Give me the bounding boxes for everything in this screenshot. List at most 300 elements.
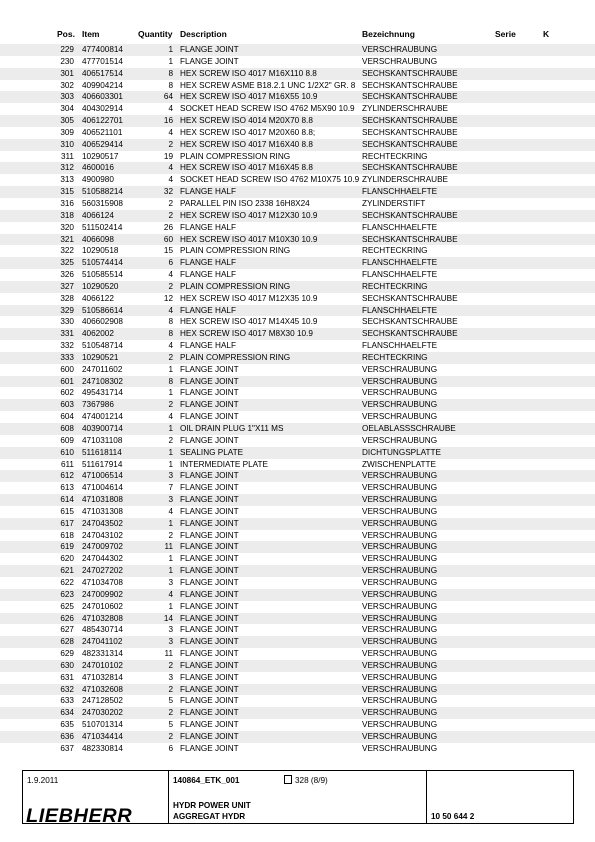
cell-item: 477400814 xyxy=(82,45,123,54)
cell-quantity: 11 xyxy=(164,649,173,659)
cell-description: SEALING PLATE xyxy=(180,447,244,457)
cell-item: 247009702 xyxy=(82,542,123,552)
cell-description: FLANGE JOINT xyxy=(180,530,239,540)
cell-description: FLANGE JOINT xyxy=(180,589,239,599)
cell-description: FLANGE JOINT xyxy=(180,601,239,611)
cell-pos: 604 xyxy=(60,412,74,422)
cell-pos: 614 xyxy=(60,495,74,505)
cell-item: 406517514 xyxy=(82,68,123,78)
table-row xyxy=(0,80,595,92)
cell-pos: 311 xyxy=(60,151,74,161)
cell-pos: 310 xyxy=(60,139,74,149)
cell-description: FLANGE JOINT xyxy=(180,412,239,422)
cell-quantity: 4 xyxy=(168,175,173,185)
cell-bezeichnung: VERSCHRAUBUNG xyxy=(362,625,438,635)
cell-description: INTERMEDIATE PLATE xyxy=(180,459,268,469)
cell-bezeichnung: VERSCHRAUBUNG xyxy=(362,601,438,611)
header-k: K xyxy=(543,29,550,39)
cell-description: FLANGE JOINT xyxy=(180,506,239,516)
cell-description: PLAIN COMPRESSION RING xyxy=(180,246,291,256)
cell-item: 510548714 xyxy=(82,341,123,351)
cell-description: FLANGE JOINT xyxy=(180,471,239,481)
cell-pos: 301 xyxy=(60,68,74,78)
cell-pos: 636 xyxy=(60,731,74,741)
cell-bezeichnung: VERSCHRAUBUNG xyxy=(362,506,438,516)
cell-quantity: 4 xyxy=(168,305,173,315)
cell-bezeichnung: VERSCHRAUBUNG xyxy=(362,518,438,528)
table-row xyxy=(0,684,595,696)
cell-item: 471032808 xyxy=(82,613,123,623)
cell-quantity: 12 xyxy=(163,293,173,303)
cell-item: 247011602 xyxy=(82,364,123,374)
table-row xyxy=(0,186,595,198)
cell-quantity: 19 xyxy=(163,151,173,161)
cell-quantity: 14 xyxy=(163,613,173,623)
cell-bezeichnung: SECHSKANTSCHRAUBE xyxy=(362,80,458,90)
footer-number: 10 50 644 2 xyxy=(431,812,475,821)
cell-quantity: 2 xyxy=(168,660,173,670)
table-row xyxy=(0,447,595,459)
cell-quantity: 2 xyxy=(168,530,173,540)
cell-bezeichnung: VERSCHRAUBUNG xyxy=(362,483,438,493)
cell-quantity: 6 xyxy=(168,743,173,753)
cell-item: 403900714 xyxy=(82,424,123,433)
cell-item: 10290518 xyxy=(82,246,119,256)
parts-table xyxy=(0,44,595,755)
cell-pos: 621 xyxy=(60,566,74,576)
cell-pos: 230 xyxy=(60,56,74,66)
table-row xyxy=(0,68,595,80)
cell-quantity: 8 xyxy=(168,317,173,327)
cell-description: FLANGE JOINT xyxy=(180,731,239,741)
cell-pos: 619 xyxy=(60,542,74,552)
cell-pos: 628 xyxy=(60,637,74,647)
cell-description: SOCKET HEAD SCREW ISO 4762 M5X90 10.9 xyxy=(180,104,355,114)
cell-pos: 631 xyxy=(60,672,74,682)
cell-description: FLANGE HALF xyxy=(180,222,236,232)
cell-item: 7367986 xyxy=(82,400,114,410)
cell-description: FLANGE JOINT xyxy=(180,720,239,730)
table-row xyxy=(0,435,595,447)
cell-quantity: 60 xyxy=(163,234,173,244)
cell-item: 471031308 xyxy=(82,506,123,516)
cell-item: 471032814 xyxy=(82,672,123,682)
cell-quantity: 16 xyxy=(163,116,173,126)
cell-pos: 313 xyxy=(60,175,74,185)
footer-box xyxy=(22,770,574,827)
cell-bezeichnung: SECHSKANTSCHRAUBE xyxy=(362,329,458,339)
cell-description: FLANGE JOINT xyxy=(180,45,239,54)
cell-bezeichnung: SECHSKANTSCHRAUBE xyxy=(362,92,458,102)
cell-quantity: 8 xyxy=(168,80,173,90)
cell-quantity: 1 xyxy=(168,518,173,528)
cell-item: 247009902 xyxy=(82,589,123,599)
cell-pos: 617 xyxy=(60,518,74,528)
table-row xyxy=(0,257,595,269)
cell-item: 482331314 xyxy=(82,649,123,659)
cell-description: FLANGE JOINT xyxy=(180,400,239,410)
cell-description: FLANGE JOINT xyxy=(180,613,239,623)
cell-bezeichnung: VERSCHRAUBUNG xyxy=(362,435,438,445)
cell-quantity: 4 xyxy=(168,589,173,599)
cell-item: 471006514 xyxy=(82,471,123,481)
cell-bezeichnung: SECHSKANTSCHRAUBE xyxy=(362,210,458,220)
cell-quantity: 3 xyxy=(168,471,173,481)
cell-quantity: 1 xyxy=(168,554,173,564)
table-row xyxy=(0,541,595,553)
cell-quantity: 1 xyxy=(168,388,173,398)
cell-item: 10290517 xyxy=(82,151,119,161)
cell-bezeichnung: VERSCHRAUBUNG xyxy=(362,696,438,706)
cell-quantity: 5 xyxy=(168,696,173,706)
cell-bezeichnung: VERSCHRAUBUNG xyxy=(362,660,438,670)
cell-item: 247108302 xyxy=(82,376,123,386)
table-row xyxy=(0,305,595,317)
cell-pos: 623 xyxy=(60,589,74,599)
cell-pos: 622 xyxy=(60,577,74,587)
table-row xyxy=(0,376,595,388)
cell-description: HEX SCREW ISO 4017 M8X30 10.9 xyxy=(180,329,313,339)
cell-pos: 322 xyxy=(60,246,74,256)
cell-item: 247010602 xyxy=(82,601,123,611)
cell-bezeichnung: FLANSCHHAELFTE xyxy=(362,187,438,197)
cell-pos: 615 xyxy=(60,506,74,516)
table-header xyxy=(0,29,595,41)
cell-item: 477701514 xyxy=(82,56,123,66)
cell-quantity: 8 xyxy=(168,68,173,78)
cell-description: HEX SCREW ISO 4014 M20X70 8.8 xyxy=(180,116,313,126)
cell-pos: 600 xyxy=(60,364,74,374)
cell-description: FLANGE JOINT xyxy=(180,376,239,386)
cell-description: FLANGE JOINT xyxy=(180,388,239,398)
table-row xyxy=(0,577,595,589)
cell-quantity: 2 xyxy=(168,684,173,694)
cell-item: 4066122 xyxy=(82,293,114,303)
header-pos: Pos. xyxy=(57,29,75,39)
header-description: Description xyxy=(180,29,227,39)
cell-quantity: 64 xyxy=(163,92,173,102)
table-row xyxy=(0,139,595,151)
cell-item: 404302914 xyxy=(82,104,123,114)
cell-description: FLANGE JOINT xyxy=(180,56,239,66)
cell-description: PLAIN COMPRESSION RING xyxy=(180,281,291,291)
cell-pos: 325 xyxy=(60,258,74,268)
table-row xyxy=(0,482,595,494)
cell-quantity: 8 xyxy=(168,376,173,386)
cell-bezeichnung: VERSCHRAUBUNG xyxy=(362,731,438,741)
table-row xyxy=(0,719,595,731)
cell-bezeichnung: VERSCHRAUBUNG xyxy=(362,495,438,505)
table-row xyxy=(0,162,595,174)
table-row xyxy=(0,44,595,56)
table-row xyxy=(0,281,595,293)
cell-pos: 626 xyxy=(60,613,74,623)
cell-item: 510574414 xyxy=(82,258,123,268)
table-row xyxy=(0,530,595,542)
cell-bezeichnung: VERSCHRAUBUNG xyxy=(362,45,438,54)
cell-bezeichnung: SECHSKANTSCHRAUBE xyxy=(362,293,458,303)
cell-item: 247128502 xyxy=(82,696,123,706)
cell-item: 247010102 xyxy=(82,660,123,670)
table-row xyxy=(0,695,595,707)
table-row xyxy=(0,245,595,257)
cell-description: FLANGE JOINT xyxy=(180,684,239,694)
cell-quantity: 2 xyxy=(168,210,173,220)
cell-bezeichnung: VERSCHRAUBUNG xyxy=(362,471,438,481)
cell-quantity: 1 xyxy=(168,459,173,469)
cell-pos: 627 xyxy=(60,625,74,635)
cell-quantity: 2 xyxy=(168,400,173,410)
cell-description: HEX SCREW ISO 4017 M12X30 10.9 xyxy=(180,210,318,220)
cell-pos: 333 xyxy=(60,352,74,362)
cell-description: PLAIN COMPRESSION RING xyxy=(180,151,291,161)
cell-pos: 330 xyxy=(60,317,74,327)
cell-item: 510588214 xyxy=(82,187,123,197)
cell-pos: 318 xyxy=(60,210,74,220)
cell-item: 4066098 xyxy=(82,234,114,244)
cell-quantity: 1 xyxy=(168,447,173,457)
cell-item: 471031808 xyxy=(82,495,123,505)
cell-pos: 612 xyxy=(60,471,74,481)
cell-description: FLANGE JOINT xyxy=(180,542,239,552)
cell-quantity: 1 xyxy=(168,364,173,374)
cell-quantity: 1 xyxy=(168,56,173,66)
cell-pos: 312 xyxy=(60,163,74,173)
cell-bezeichnung: VERSCHRAUBUNG xyxy=(362,637,438,647)
table-row xyxy=(0,364,595,376)
cell-description: HEX SCREW ISO 4017 M12X35 10.9 xyxy=(180,293,318,303)
cell-pos: 331 xyxy=(60,329,74,339)
cell-item: 495431714 xyxy=(82,388,123,398)
cell-description: FLANGE JOINT xyxy=(180,483,239,493)
cell-bezeichnung: FLANSCHHAELFTE xyxy=(362,258,438,268)
cell-pos: 326 xyxy=(60,270,74,280)
cell-description: PARALLEL PIN ISO 2338 16H8X24 xyxy=(180,198,310,208)
cell-pos: 618 xyxy=(60,530,74,540)
cell-description: FLANGE JOINT xyxy=(180,554,239,564)
cell-item: 10290520 xyxy=(82,281,119,291)
cell-description: FLANGE JOINT xyxy=(180,672,239,682)
cell-bezeichnung: VERSCHRAUBUNG xyxy=(362,364,438,374)
table-row xyxy=(0,352,595,364)
footer-title-de: AGGREGAT HYDR xyxy=(173,812,246,821)
cell-item: 406122701 xyxy=(82,116,123,126)
table-row xyxy=(0,127,595,139)
cell-bezeichnung: SECHSKANTSCHRAUBE xyxy=(362,317,458,327)
footer-title-en: HYDR POWER UNIT xyxy=(173,801,251,810)
table-row xyxy=(0,174,595,186)
cell-pos: 625 xyxy=(60,601,74,611)
cell-pos: 608 xyxy=(60,424,74,433)
cell-item: 511617914 xyxy=(82,459,123,469)
cell-description: HEX SCREW ISO 4017 M16X45 8.8 xyxy=(180,163,313,173)
cell-item: 247027202 xyxy=(82,566,123,576)
table-row xyxy=(0,506,595,518)
cell-bezeichnung: FLANSCHHAELFTE xyxy=(362,305,438,315)
cell-pos: 603 xyxy=(60,400,74,410)
cell-bezeichnung: VERSCHRAUBUNG xyxy=(362,720,438,730)
cell-bezeichnung: VERSCHRAUBUNG xyxy=(362,672,438,682)
cell-bezeichnung: VERSCHRAUBUNG xyxy=(362,589,438,599)
cell-description: HEX SCREW ISO 4017 M16X40 8.8 xyxy=(180,139,313,149)
cell-description: FLANGE HALF xyxy=(180,258,236,268)
cell-pos: 329 xyxy=(60,305,74,315)
cell-description: HEX SCREW ISO 4017 M20X60 8.8; xyxy=(180,127,316,137)
cell-quantity: 5 xyxy=(168,720,173,730)
cell-item: 247043102 xyxy=(82,530,123,540)
cell-pos: 320 xyxy=(60,222,74,232)
cell-quantity: 1 xyxy=(168,601,173,611)
cell-item: 510701314 xyxy=(82,720,123,730)
cell-description: HEX SCREW ISO 4017 M16X110 8.8 xyxy=(180,68,317,78)
cell-quantity: 2 xyxy=(168,198,173,208)
cell-bezeichnung: VERSCHRAUBUNG xyxy=(362,388,438,398)
cell-bezeichnung: VERSCHRAUBUNG xyxy=(362,376,438,386)
cell-quantity: 4 xyxy=(168,127,173,137)
cell-pos: 629 xyxy=(60,649,74,659)
cell-bezeichnung: VERSCHRAUBUNG xyxy=(362,743,438,753)
cell-bezeichnung: FLANSCHHAELFTE xyxy=(362,270,438,280)
table-row xyxy=(0,234,595,246)
cell-pos: 328 xyxy=(60,293,74,303)
cell-item: 247030202 xyxy=(82,708,123,718)
cell-bezeichnung: ZWISCHENPLATTE xyxy=(362,459,436,469)
cell-item: 406529414 xyxy=(82,139,123,149)
cell-description: FLANGE JOINT xyxy=(180,364,239,374)
cell-description: FLANGE HALF xyxy=(180,341,236,351)
header-item: Item xyxy=(82,29,100,39)
cell-description: FLANGE JOINT xyxy=(180,708,239,718)
cell-pos: 613 xyxy=(60,483,74,493)
cell-pos: 305 xyxy=(60,116,74,126)
cell-bezeichnung: SECHSKANTSCHRAUBE xyxy=(362,127,458,137)
cell-item: 474001214 xyxy=(82,412,123,422)
cell-bezeichnung: VERSCHRAUBUNG xyxy=(362,412,438,422)
cell-quantity: 4 xyxy=(168,341,173,351)
cell-pos: 332 xyxy=(60,341,74,351)
cell-bezeichnung: DICHTUNGSPLATTE xyxy=(362,447,441,457)
cell-quantity: 2 xyxy=(168,281,173,291)
cell-item: 406603301 xyxy=(82,92,123,102)
cell-item: 471004614 xyxy=(82,483,123,493)
cell-pos: 309 xyxy=(60,127,74,137)
cell-bezeichnung: VERSCHRAUBUNG xyxy=(362,400,438,410)
cell-pos: 304 xyxy=(60,104,74,114)
table-row xyxy=(0,636,595,648)
cell-quantity: 8 xyxy=(168,329,173,339)
cell-item: 471031108 xyxy=(82,435,123,445)
cell-quantity: 4 xyxy=(168,506,173,516)
cell-quantity: 3 xyxy=(168,495,173,505)
cell-bezeichnung: FLANSCHHAELFTE xyxy=(362,341,438,351)
cell-bezeichnung: RECHTECKRING xyxy=(362,246,428,256)
table-row xyxy=(0,613,595,625)
table-row xyxy=(0,459,595,471)
cell-bezeichnung: ZYLINDERSCHRAUBE xyxy=(362,104,448,114)
cell-bezeichnung: ZYLINDERSTIFT xyxy=(362,198,426,208)
cell-pos: 632 xyxy=(60,684,74,694)
table-row xyxy=(0,269,595,281)
table-row xyxy=(0,340,595,352)
table-row xyxy=(0,103,595,115)
cell-quantity: 1 xyxy=(168,45,173,54)
cell-pos: 321 xyxy=(60,234,74,244)
cell-bezeichnung: VERSCHRAUBUNG xyxy=(362,577,438,587)
header-quantity: Quantity xyxy=(138,29,173,39)
cell-item: 409904214 xyxy=(82,80,123,90)
cell-description: FLANGE JOINT xyxy=(180,660,239,670)
table-row xyxy=(0,660,595,672)
cell-description: SOCKET HEAD SCREW ISO 4762 M10X75 10.9 xyxy=(180,175,360,185)
table-row xyxy=(0,470,595,482)
cell-bezeichnung: VERSCHRAUBUNG xyxy=(362,708,438,718)
cell-item: 4600016 xyxy=(82,163,114,173)
cell-description: OIL DRAIN PLUG 1"X11 MS xyxy=(180,424,284,433)
cell-quantity: 7 xyxy=(168,483,173,493)
cell-description: FLANGE JOINT xyxy=(180,637,239,647)
cell-item: 10290521 xyxy=(82,352,119,362)
cell-description: HEX SCREW ISO 4017 M14X45 10.9 xyxy=(180,317,318,327)
table-row xyxy=(0,91,595,103)
cell-quantity: 11 xyxy=(164,542,173,552)
cell-pos: 610 xyxy=(60,447,74,457)
table-row xyxy=(0,210,595,222)
liebherr-logo: LIEBHERR xyxy=(26,806,133,827)
table-row xyxy=(0,707,595,719)
cell-quantity: 4 xyxy=(168,270,173,280)
table-row xyxy=(0,648,595,660)
cell-quantity: 15 xyxy=(163,246,173,256)
cell-bezeichnung: VERSCHRAUBUNG xyxy=(362,56,438,66)
cell-quantity: 2 xyxy=(168,708,173,718)
cell-item: 247044302 xyxy=(82,554,123,564)
cell-item: 482330814 xyxy=(82,743,123,753)
cell-pos: 633 xyxy=(60,696,74,706)
cell-bezeichnung: VERSCHRAUBUNG xyxy=(362,684,438,694)
table-row xyxy=(0,198,595,210)
table-row xyxy=(0,743,595,755)
cell-quantity: 4 xyxy=(168,412,173,422)
cell-pos: 302 xyxy=(60,80,74,90)
cell-pos: 620 xyxy=(60,554,74,564)
cell-description: FLANGE JOINT xyxy=(180,566,239,576)
cell-bezeichnung: SECHSKANTSCHRAUBE xyxy=(362,139,458,149)
table-row xyxy=(0,399,595,411)
cell-description: FLANGE JOINT xyxy=(180,518,239,528)
cell-item: 471034414 xyxy=(82,731,123,741)
cell-item: 471032608 xyxy=(82,684,123,694)
footer-date: 1.9.2011 xyxy=(27,776,59,785)
cell-item: 4062002 xyxy=(82,329,114,339)
cell-quantity: 4 xyxy=(168,163,173,173)
cell-bezeichnung: RECHTECKRING xyxy=(362,151,428,161)
cell-quantity: 1 xyxy=(168,566,173,576)
cell-pos: 611 xyxy=(60,459,74,469)
cell-item: 510586614 xyxy=(82,305,123,315)
cell-item: 247041102 xyxy=(82,637,123,647)
cell-pos: 637 xyxy=(60,743,74,753)
cell-quantity: 6 xyxy=(168,258,173,268)
cell-bezeichnung: SECHSKANTSCHRAUBE xyxy=(362,68,458,78)
cell-pos: 609 xyxy=(60,435,74,445)
cell-bezeichnung: VERSCHRAUBUNG xyxy=(362,554,438,564)
cell-description: FLANGE JOINT xyxy=(180,625,239,635)
table-row xyxy=(0,731,595,743)
cell-pos: 315 xyxy=(60,187,74,197)
cell-item: 511618114 xyxy=(82,447,122,457)
table-row xyxy=(0,328,595,340)
table-row xyxy=(0,601,595,613)
